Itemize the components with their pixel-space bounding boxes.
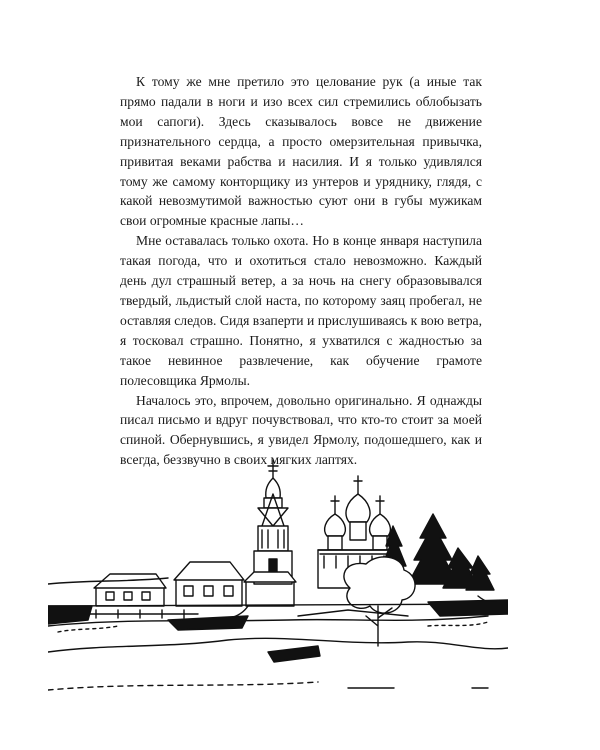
bell-tower xyxy=(254,460,292,584)
village-church-landscape-icon xyxy=(48,456,508,696)
body-text xyxy=(120,72,482,470)
paragraph-1: К тому же мне претило это целование рук (а иные так прямо падали в ноги и изо всех сил стремились облобызать мои сапоги). Здесь сказывалось вовсе не движение признательного сердца, а просто омерзительная привычка, привитая веками рабства и насилия. И я только удивлялся тому же самому конторщику из унтеров и уряднику, глядя, с какой невозмутимой важностью суют они в губы мужикам свои огромные красные лапы… xyxy=(120,74,482,229)
foreground-shading xyxy=(48,600,508,662)
tree xyxy=(344,557,415,646)
ground xyxy=(48,578,508,690)
paragraph-3: Началось это, впрочем, довольно оригинально. Я однажды писал письмо и вдруг почувствовал, что кто-то стоит за моей спиной. Обернувшись, я увидел Ярмолу, подошедшего, как и всегда, беззвучно в своих мягких лаптях. xyxy=(120,392,482,468)
paragraph-2: Мне оставалась только охота. Но в конце января наступила такая погода, что и охотиться стало невозможно. Каждый день дул страшный ветер, а за ночь на снегу образовывался твердый, льдистый слой наста, по которому заяц пробегал, не оставляя следов. Сидя взаперти и прислушиваясь к вою ветра, я тосковал страшно. Понятно, я ухватился с жадностью за такое невинное развлечение, как обучение грамоте полесовщика Ярмолы. xyxy=(120,233,482,388)
